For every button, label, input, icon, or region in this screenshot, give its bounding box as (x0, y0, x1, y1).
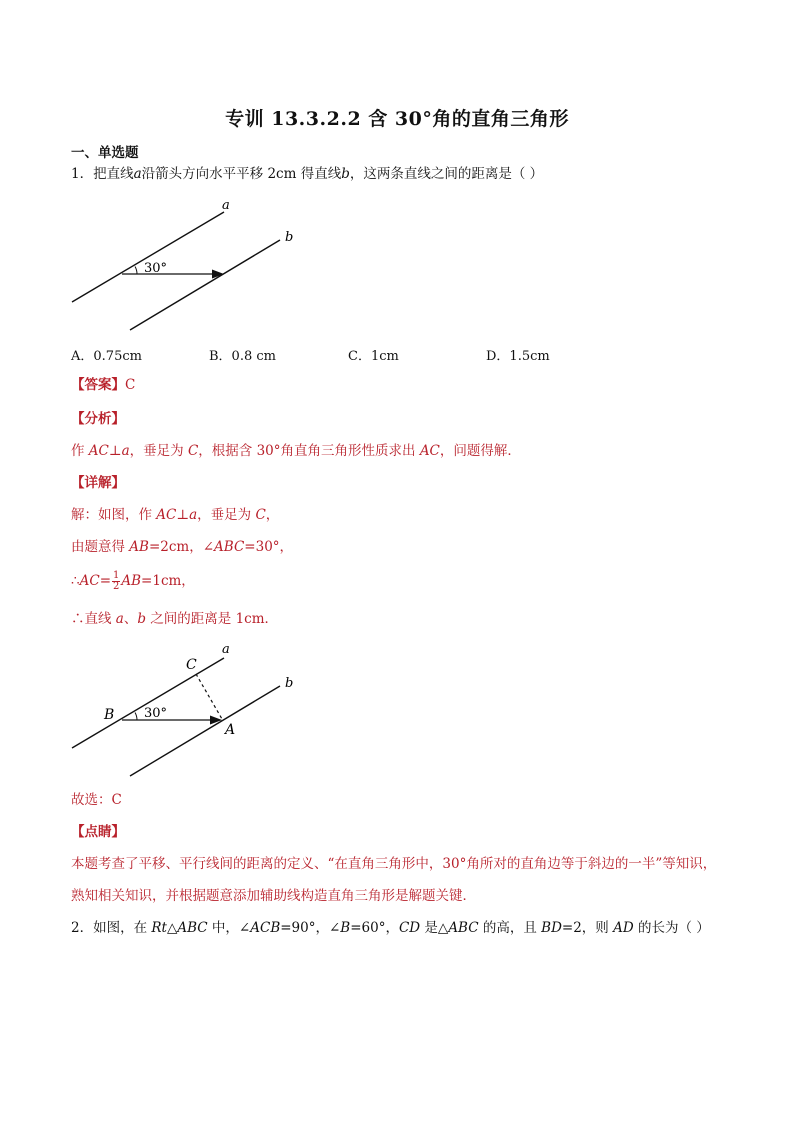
var: ACB (250, 920, 281, 936)
question-1-stem (71, 164, 543, 184)
text: ∴直线 (71, 611, 116, 627)
text: 是△ (420, 920, 449, 936)
label-a: a (222, 198, 230, 213)
point-b-label: B (104, 707, 115, 723)
answer-value: C (125, 377, 136, 393)
var: AD (613, 920, 634, 936)
text: =2cm，∠ (148, 539, 215, 555)
var: a (121, 443, 130, 459)
var: a (115, 611, 124, 627)
text: =1cm， (141, 573, 195, 589)
text: ⊥ (176, 507, 190, 523)
var: AC (88, 443, 109, 459)
text: 由题意得 (71, 539, 130, 555)
text: ，问题得解． (439, 443, 521, 459)
text: 之间的距离是 1cm． (146, 611, 279, 627)
detail-line-2 (71, 537, 293, 557)
label-b: b (285, 676, 294, 691)
text: 2．如图，在 (71, 920, 152, 936)
var: a (189, 507, 198, 523)
var: BD (541, 920, 562, 936)
line-a (72, 658, 224, 748)
label-b: b (285, 230, 294, 245)
line-b (130, 686, 280, 776)
line-b (130, 240, 280, 330)
q1-var-b: b (341, 166, 350, 182)
text: ，根据含 30°角直角三角形性质求出 (198, 443, 420, 459)
q1-stem-text: 沿箭头方向水平平移 2cm 得直线 (141, 166, 342, 182)
text: = (99, 573, 111, 589)
text: ，垂足为 (197, 507, 256, 523)
text: =30°， (244, 539, 294, 555)
detail-line-1 (71, 505, 279, 525)
option-c[interactable]: C．1cm (348, 349, 399, 364)
detail-tag: 【详解】 (71, 475, 125, 491)
comment-tag: 【点睛】 (71, 824, 125, 840)
text: =2，则 (561, 920, 614, 936)
perpendicular-ac (196, 674, 222, 719)
answer-row (71, 375, 135, 395)
angle-arc (135, 267, 137, 275)
text: =90°，∠ (280, 920, 341, 936)
fraction-one-half (112, 571, 120, 592)
angle-label: 30° (144, 261, 168, 276)
angle-arc (135, 713, 137, 721)
choose-label: 故选： (71, 792, 112, 808)
text: =60°， (350, 920, 399, 936)
var: AC (419, 443, 440, 459)
page-title: 专训 13.3.2.2 含 30°角的直角三角形 (225, 108, 569, 130)
choose-row (71, 790, 122, 810)
text: 的高，且 (478, 920, 542, 936)
var: ABC (214, 539, 245, 555)
text: 解：如图，作 (71, 507, 157, 523)
choose-value: C (111, 792, 122, 808)
q1-stem-text: 1．把直线 (71, 166, 134, 182)
var: AB (121, 573, 142, 589)
point-c-label: C (186, 657, 197, 673)
text: 作 (71, 443, 89, 459)
analysis-tag: 【分析】 (71, 411, 125, 427)
text: ，垂足为 (129, 443, 188, 459)
text: 的长为（ ） (633, 920, 710, 936)
detail-line-4 (71, 609, 278, 629)
var: AC (79, 573, 100, 589)
comment-line-2: 熟知相关知识，并根据题意添加辅助线构造直角三角形是解题关键． (71, 888, 476, 904)
section-heading: 一、单选题 (71, 145, 139, 161)
text: △ (166, 920, 178, 936)
detail-line-3 (71, 571, 195, 592)
var: C (187, 443, 199, 459)
analysis-text (71, 441, 521, 461)
text: ， (265, 507, 280, 523)
var: AB (129, 539, 149, 555)
point-a-label: A (225, 722, 236, 738)
text: ∴ (71, 573, 80, 589)
denominator: 2 (113, 581, 120, 592)
angle-label: 30° (144, 706, 168, 721)
text: ⊥ (108, 443, 122, 459)
var: Rt (151, 920, 167, 936)
question-1-figure (60, 190, 320, 340)
numerator: 1 (113, 570, 120, 581)
answer-tag: 【答案】 (71, 377, 125, 393)
question-2-stem (71, 918, 710, 938)
q1-stem-text: ，这两条直线之间的距离是（ ） (349, 166, 544, 182)
solution-figure (60, 636, 320, 786)
var: C (255, 507, 266, 523)
text: 中，∠ (207, 920, 251, 936)
option-d[interactable]: D．1.5cm (486, 349, 550, 364)
text: 、 (123, 611, 138, 627)
label-a: a (222, 642, 230, 657)
option-a[interactable]: A．0.75cm (71, 349, 142, 364)
var: B (340, 920, 351, 936)
var: CD (398, 920, 421, 936)
comment-line-1: 本题考查了平移、平行线间的距离的定义、“在直角三角形中，30°角所对的直角边等于斜边的一半”等知识， (71, 856, 717, 872)
var: ABC (448, 920, 479, 936)
option-b[interactable]: B．0.8 cm (209, 349, 276, 364)
var: b (137, 611, 147, 627)
line-a (72, 212, 224, 302)
q1-var-a: a (133, 166, 142, 182)
var: AC (156, 507, 177, 523)
var: ABC (177, 920, 208, 936)
